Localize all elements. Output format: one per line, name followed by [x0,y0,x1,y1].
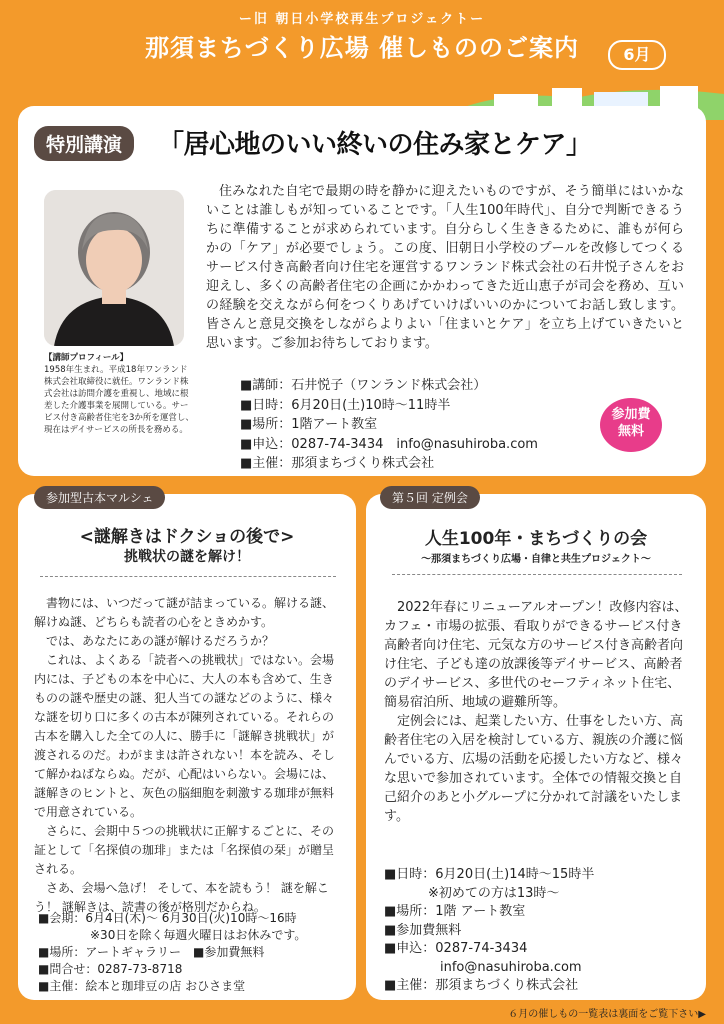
profile-heading: 【講師プロフィール】 [44,353,129,363]
person-portrait-icon [44,190,184,346]
meeting-first-time-note: ※初めての方は13時～ [428,885,560,901]
meeting-fee: ■参加費無料 [384,922,462,938]
lecture-speaker: ■講師：石井悦子（ワンランド株式会社） [240,378,487,393]
header-subtitle: ー旧 朝日小学校再生プロジェクトー [238,12,486,27]
meeting-venue: ■場所：1階 アート教室 [384,904,526,919]
meeting-body [384,598,690,826]
marche-title: <謎解きはドクショの後で> [79,527,295,547]
meeting-paragraph: 定例会には、起業したい方、仕事をしたい方、高齢者住宅の入居を検討している方、親族の介護に悩んでいる方、広場の活動を応援したい方など、様々な思いで参加されています。全体での情報交換と自己紹介のあと小グループに分かれて討議をいたします。 [384,714,684,824]
month-badge: 6月 [608,40,666,70]
footer-note: ６月の催しもの一覧表は裏面をご覧下さい▶ [508,1009,706,1020]
marche-body [34,594,340,917]
free-badge-line1: 参加費 [611,407,651,422]
marche-paragraph: 書物には、いつだって謎が詰まっている。解ける謎、解けぬ謎、どちらも読者の心をときめかす。 [34,596,335,629]
meeting-title: 人生100年・まちづくりの会 [424,529,648,549]
marche-organizer: ■主催：絵本と珈琲豆の店 おひさま堂 [38,979,246,993]
marche-details [38,910,306,995]
marche-divider [40,576,336,577]
marche-paragraph: これは、よくある「読者への挑戦状」ではない。会場内には、子どもの本を中心に、大人の本も含めて、生きものの謎や歴史の謎、犯人当ての謎などのように、様々な謎を切り口に多くの古本が陳列されている。それらの古本を購入した全ての人に、勝手に「謎解き挑戦状」が渡されるのだ。わがままは許されない！本を読み、そして解かねばならぬ。だが、心配はいらない。会場には、謎解きのヒントと、灰色の脳細胞を刺激する珈琲が無料で用意されている。 [34,653,335,819]
profile-text: 1958年生まれ。平成18年ワンランド株式会社取締役に就任。ワンランド株式会社は訪問介護を重視し、地域に根差した介護事業を展開している。サービス付き高齢者住宅を3か所を運営し、現在はデイサービスの所長を務める。 [44,365,194,435]
marche-closed-note: ※30日を除く毎週火曜日はお休みです。 [90,928,307,942]
meeting-divider [392,574,682,575]
lecture-tag: 特別講演 [34,126,134,161]
free-admission-badge [600,398,662,452]
page-title: 那須まちづくり広場 催しもののご案内 [144,34,580,62]
lecture-contact: ■申込：0287-74-3434 info@nasuhiroba.com [240,436,538,452]
meeting-phone: ■申込：0287-74-3434 [384,941,528,956]
marche-venue: ■場所：アートギャラリー ■参加費無料 [38,945,265,959]
meeting-organizer: ■主催：那須まちづくり株式会社 [384,978,579,993]
free-badge-line2: 無料 [617,424,644,439]
lecture-datetime: ■日時：6月20日(土)10時～11時半 [240,397,451,413]
marche-tag: 参加型古本マルシェ [34,486,165,509]
lecturer-photo [44,190,184,346]
marche-paragraph: さらに、会期中５つの挑戦状に正解するごとに、その証として「名探偵の珈琲」または「名探偵の栞」が贈呈される。 [34,824,335,876]
meeting-tag: 第５回 定例会 [380,486,480,509]
meeting-details [384,866,594,996]
meeting-datetime: ■日時：6月20日(土)14時～15時半 [384,867,595,882]
marche-paragraph: さあ、会場へ急げ！ そして、本を読もう！ 謎を解こう！ 謎解きは、読書の後が格別だからね。 [34,881,329,914]
lecture-intro: 住みなれた自宅で最期の時を静かに迎えたいものですが、そう簡単にはいかないことは誰しもが知っていることです。「人生100年時代」、自分で判断できるうちに準備することが求められています。自分らしく生ききるために、誰もが何らかの「ケア」が必要でしょう。この度、旧朝日小学校のプールを改修してつくるサービス付き高齢者向け住宅を運営するワンランド株式会社の石井悦子さんをお迎えし、多くの高齢者住宅の企画にかかわってきた近山恵子が司会を務め、互いの経験を交えながら何をつくりあげていけばいいのかについてお話し致します。皆さんと意見交換をしながらよりよい「住まいとケア」を立ち上げていきたいと思います。ご参加お待ちしております。 [206,184,684,351]
lecturer-profile [44,352,194,436]
meeting-subtitle: 〜那須まちづくり広場・自律と共生プロジェクト〜 [421,554,651,565]
lecture-organizer: ■主催：那須まちづくり株式会社 [240,456,435,471]
marche-subtitle: 挑戦状の謎を解け！ [124,549,250,565]
marche-paragraph: では、あなたにあの謎が解けるだろうか？ [46,634,275,648]
marche-inquiry: ■問合せ：0287-73-8718 [38,962,183,976]
lecture-details [240,376,538,474]
lecture-venue: ■場所：1階アート教室 [240,417,378,432]
lecture-title: 「居心地のいい終いの住み家とケア」 [158,130,592,160]
meeting-email: info@nasuhiroba.com [440,959,582,975]
meeting-paragraph: 2022年春にリニューアルオープン！改修内容は、カフェ・市場の拡張、看取りができるサービス付き高齢者向け住宅、元気な方のサービス付き高齢者向け住宅、子ども達の放課後等デイサービス、高齢者のデイサービス、多世代のセーフティネット住宅、簡易宿泊所、地域の避難所等。 [384,600,688,710]
marche-period: ■会期：6月4日(木)～ 6月30日(火)10時～16時 [38,911,297,925]
